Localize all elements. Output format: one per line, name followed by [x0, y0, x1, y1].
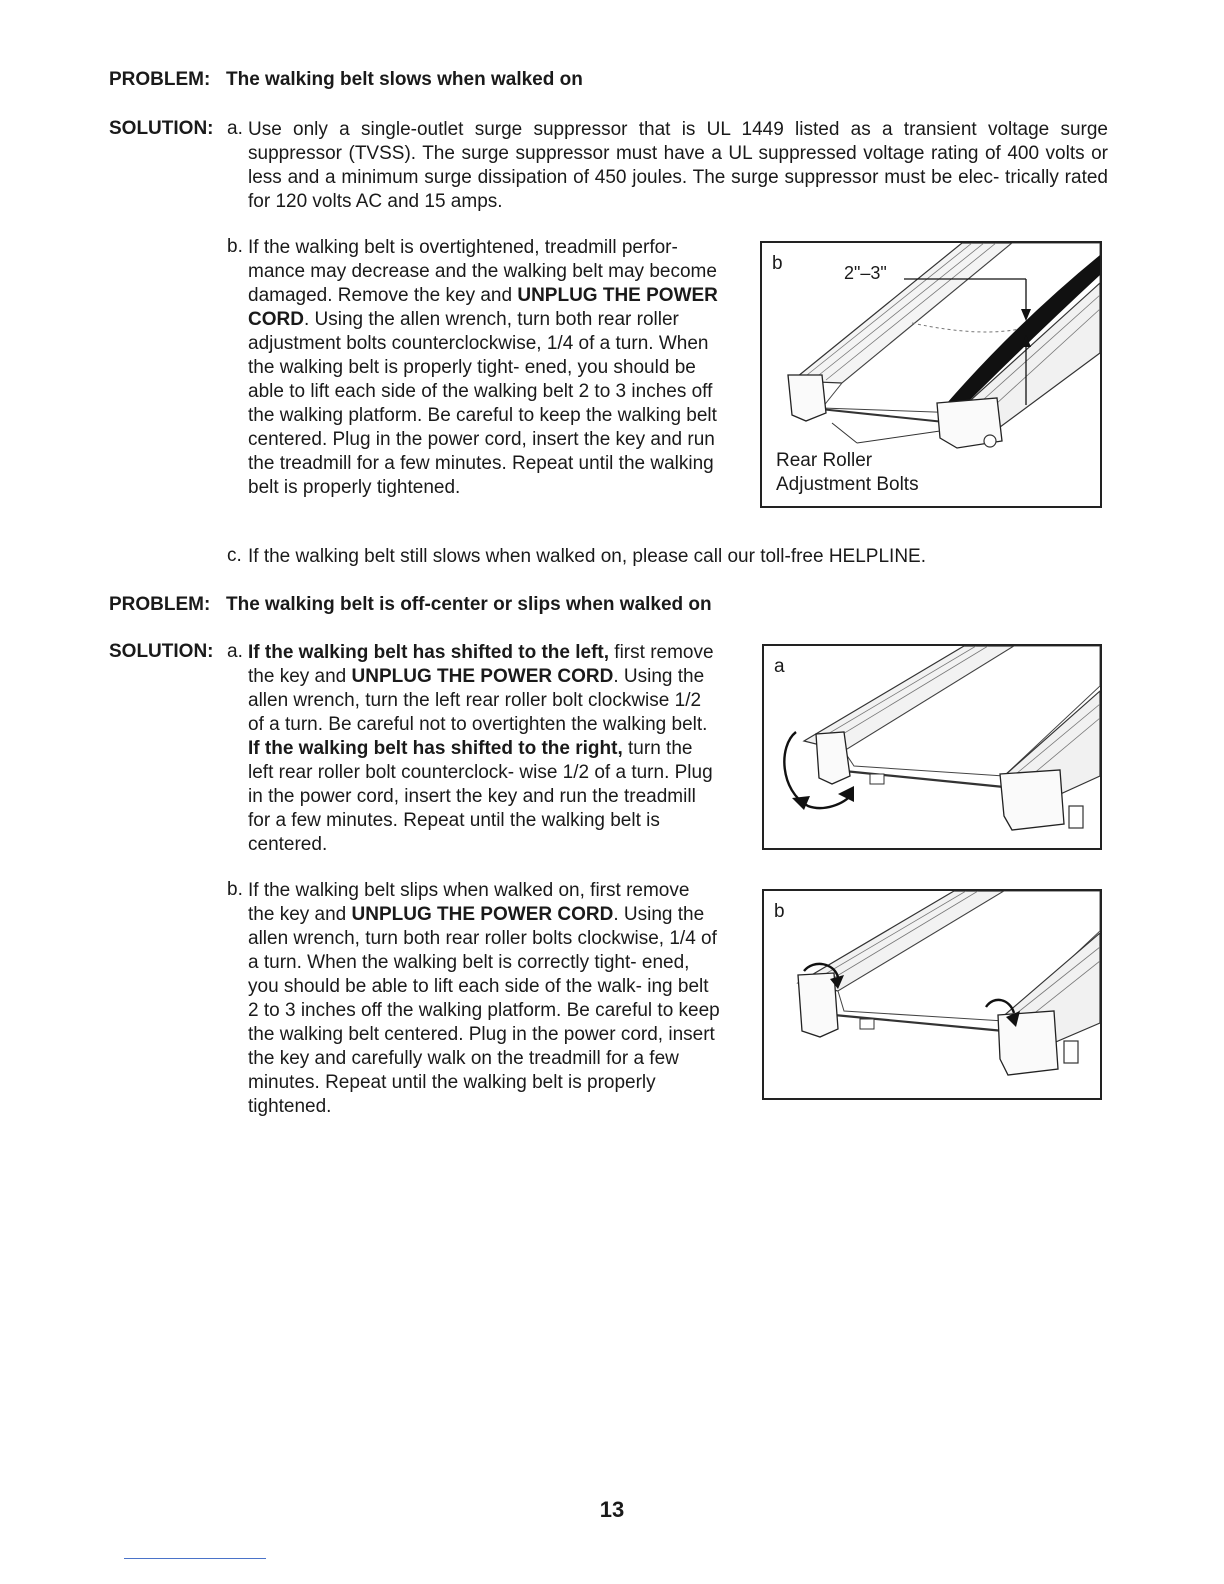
item-marker: a.: [227, 641, 243, 662]
footer-rule: [124, 1558, 266, 1559]
problem-label: PROBLEM:: [109, 594, 211, 615]
page-number: 13: [599, 1497, 625, 1522]
figure-belt-centering: [762, 644, 1102, 850]
solution-label: SOLUTION:: [109, 118, 214, 139]
measure-label: 2"–3": [844, 263, 887, 283]
figure-letter: b: [772, 253, 783, 274]
problem-title: The walking belt is off-center or slips when walked on: [226, 594, 712, 615]
item-marker: a.: [227, 118, 243, 139]
figure-letter: a: [774, 656, 785, 677]
solution-2a-text: If the walking belt has shifted to the left, first remove the key and UNPLUG THE POWER CORD. Using the allen wrench, turn the left rear roller bolt clockwise 1/2 of a turn. Be careful not to overtighten the walking belt. If the walking belt has shifted to the right, turn the left rear roller bolt counterclock- wise 1/2 of a turn. Plug in the power cord, insert the key and run the treadmill for a few minutes. Repeat until the walking belt is centered.: [248, 642, 714, 855]
figure-belt-tension: [760, 241, 1102, 508]
solution-1c-text: If the walking belt still slows when walked on, please call our toll-free HELPLINE.: [248, 546, 926, 567]
solution-label: SOLUTION:: [109, 641, 214, 662]
figure-caption-line-2: Adjustment Bolts: [776, 474, 919, 495]
solution-1a-text: Use only a single-outlet surge suppressor that is UL 1449 listed as a transient voltage surge suppressor (TVSS). The surge suppressor must have a UL suppressed voltage rating of 400 volts or less and a minimum surge dissipation of 450 joules. The surge suppressor must be elec- trically rated for 120 volts AC and 15 amps.: [248, 119, 1108, 212]
solution-1b-text: If the walking belt is overtightened, treadmill perfor- mance may decrease and the walking belt may become damaged. Remove the key and UNPLUG THE POWER CORD. Using the allen wrench, turn both rear roller adjustment bolts counterclockwise, 1/4 of a turn. When the walking belt is properly tight- ened, you should be able to lift each side of the walking belt 2 to 3 inches off the walking platform. Be careful to keep the walking belt centered. Plug in the power cord, insert the key and run the treadmill for a few minutes. Repeat until the walking belt is properly tightened.: [248, 237, 718, 498]
figure-belt-slip: [762, 889, 1102, 1100]
treadmill-centering-illustration: [764, 646, 1100, 848]
problem-1-heading: [109, 69, 583, 91]
item-marker: b.: [227, 236, 243, 257]
problem-title: The walking belt slows when walked on: [226, 69, 583, 90]
figure-caption-line-1: Rear Roller: [776, 450, 873, 471]
problem-label: PROBLEM:: [109, 69, 211, 90]
item-marker: c.: [227, 545, 242, 566]
solution-2b-text: If the walking belt slips when walked on, first remove the key and UNPLUG THE POWER CORD. Using the allen wrench, turn both rear roller bolts clockwise, 1/4 of a turn. When the walking belt is correctly tight- ened, you should be able to lift each side of the walk- ing belt 2 to 3 inches off the walking platform. Be careful to keep the walking belt centered. Plug in the power cord, insert the key and carefully walk on the treadmill for a few minutes. Repeat until the walking belt is properly tightened.: [248, 880, 720, 1117]
item-marker: b.: [227, 879, 243, 900]
problem-2-heading: [109, 594, 712, 616]
figure-letter: b: [774, 901, 785, 922]
treadmill-slip-illustration: [764, 891, 1100, 1098]
